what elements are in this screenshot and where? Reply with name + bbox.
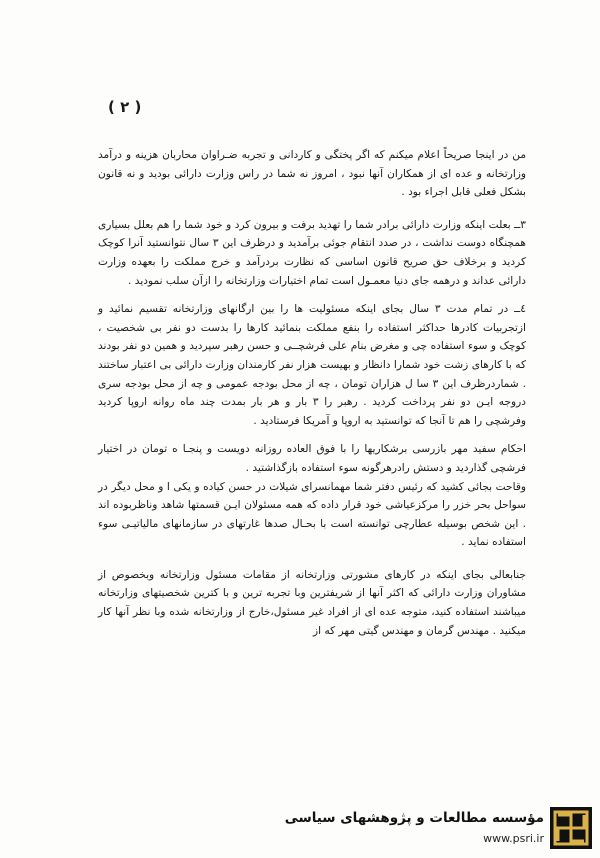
paragraph-intro: من در اینجا صریحاً اعلام میکنم که اگر پختگی و کاردانی و تجربه ضـراوان محاربان هزینه و درآمد وزارتخانه و عده ای از همکاران آنها نبود ، امروز نه شما در راس وزارت دارائی بودید و نه قانون بشکل فعلی قابل اجراء بود . — [98, 149, 526, 199]
archive-watermark — [284, 807, 592, 851]
institute-website: www.psri.ir — [483, 832, 544, 845]
institute-name: مؤسسه مطالعات و پژوهشهای سیاسی — [284, 810, 544, 826]
document-body — [98, 146, 526, 640]
paragraph-item-3: ۳ــ بعلت اینکه وزارت دارائی برادر شما را تهدید برفت و بیرون کرد و خود شما را هم بعلل بسیاری همچنگاه دوست نداشت ، در صدد انتقام جوئی برآمدید و درظرف این ۳ سال نتوانستید آنرا کوچک کردید و برخلاف حق صریح قانون اساسی که نظارت بردرآمد و خرج مملکت را بعهده وزارت دارائی عداند و درهمه جای دنیا معمـول است تمام اختیارات وزارتخانه را ازآن سلب نمودید . — [98, 218, 526, 287]
paragraph-item-4: ٤ــ در تمام مدت ۳ سال بجای اینکه مسئولیت ها را بین ارگانهای وزارتخانه تقسیم نمائید و ازتجربیات کادرها حداکثر استفاده را بنفع مملکت بنمائید کارها را بدست دو نفر بی شخصیت ، کوچک و سوء استفاده چی و مغرض بنام علی فرشچــی و حسن رهبر سپردید و همین دو نفر بودند که با کارهای زشت خود شمارا دانظار و بهیست هزار نفر کارمندان وزارت دارائی بی اعتبار ساختند . شماردرظرف این ۳ سا ل هزاران تومان ، چه از محل بودجه عمومی و چه از محل بودجه سری دروجه ایـن دو نفر پرداخت کردید . رهبر را ۳ بار و هر بار بمدت چند ماه روانه اروپا کردید وفرشچی را هم تا آنجا که توانستید به اروپا و آمریکا فرستادید . — [98, 303, 526, 427]
paragraph-advisors: جنابعالی بجای اینکه در کارهای مشورتی وزارتخانه از مقامات مسئول وزارتخانه وبخصوص از مشاوران وزارت دارائی که اکثر آنها از شریفترین وبا تجربه ترین و با کترین شخصیتهای وزارتخانه میباشند استفاده کنید، متوجه عده ای از افراد غیر مسئول،خارج از وزارتخانه شده وبا نظر آنها کار میکنید . مهندس گرمان و مهندس گیتی مهر که از — [98, 568, 526, 637]
paragraph-office-chief: وقاحت بجائی کشید که رئیس دفتر شما مهمانسرای شیلات در حسن کیاده و یکی ا و محل دیگر در سواحل بحر خزر را مرکزعیاشی خود قرار داده که همه مسئولان ایـن قسمتها شاهد وناظربوده اند . این شخص بوسیله عطارچی توانسته است با بحـال صدها غارتهای در سازمانهای مالیاتیـی سوء استفاده نماید . — [98, 480, 526, 549]
paragraph-white-seal-orders: احکام سفید مهر بازرسی برشکاریها را با فوق العاده روزانه دویست و پنجـا ه تومان در اختیار فرشچی گذاردید و دستش رادرهرگونه سوء استفاده بازگذاشتید . — [98, 443, 526, 474]
page-number: ( ۲ ) — [108, 98, 142, 116]
swastika-knot-logo-icon — [550, 807, 592, 849]
